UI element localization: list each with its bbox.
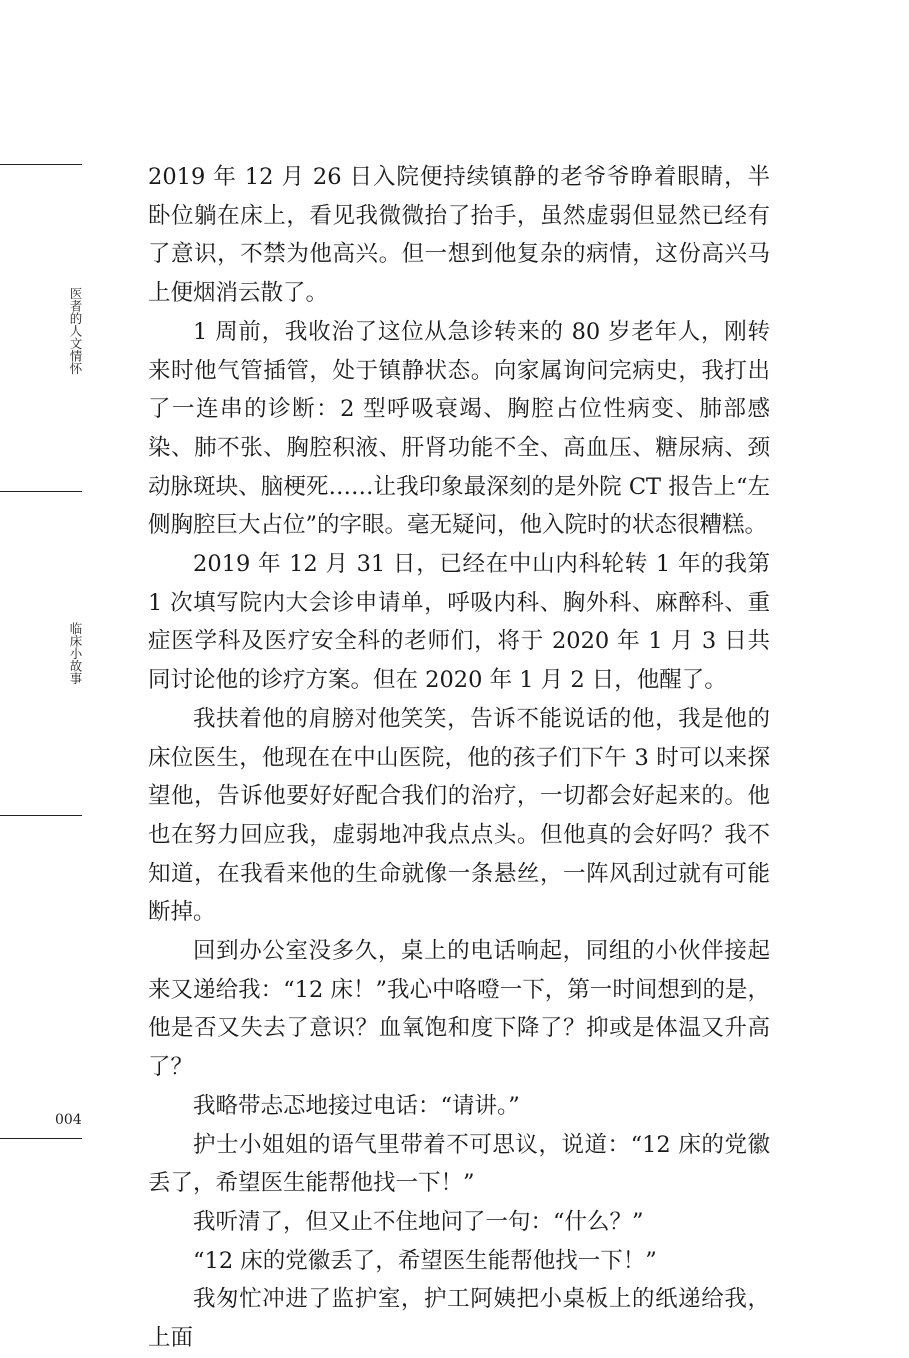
page-number: 004 [55, 1112, 82, 1128]
margin-rule-middle [0, 491, 82, 492]
margin-rule-bottom [0, 1138, 82, 1139]
paragraph: 我匆忙冲进了监护室，护工阿姨把小桌板上的纸递给我，上面 [148, 1286, 770, 1352]
paragraph: 1 周前，我收治了这位从急诊转来的 80 岁老年人，刚转来时他气管插管，处于镇静状态。向家属询问完病史，我打出了一连串的诊断：2 型呼吸衰竭、胸腔占位性病变、肺部感染、肺不张、胸腔积液、肝肾功能不全、高血压、糖尿病、颈动脉斑块、脑梗死……让我印象最深刻的是外院 CT 报告上“左侧胸腔巨大占位”的字眼。毫无疑问，他入院时的状态很糟糕。 [148, 318, 770, 539]
paragraph: 我扶着他的肩膀对他笑笑，告诉不能说话的他，我是他的床位医生，他现在在中山医院，他的孩子们下午 3 时可以来探望他，告诉他要好好配合我们的治疗，一切都会好起来的。他也在努力回应我，虚弱地冲我点点头。但他真的会好吗？我不知道，在我看来他的生命就像一条悬丝，一阵风刮过就有可能断掉。 [148, 705, 770, 926]
paragraph: 回到办公室没多久，桌上的电话响起，同组的小伙伴接起来又递给我：“12 床！”我心中咯噔一下，第一时间想到的是，他是否又失去了意识？血氧饱和度下降了？抑或是体温又升高了？ [148, 938, 770, 1081]
running-section-title: 临床小故事 [68, 622, 83, 685]
running-book-title: 医者的人文情怀 [68, 287, 83, 375]
margin-rule-top [0, 164, 82, 165]
paragraph: 2019 年 12 月 31 日，已经在中山内科轮转 1 年的我第 1 次填写院内大会诊申请单，呼吸内科、胸外科、麻醉科、重症医学科及医疗安全科的老师们，将于 2020 年 1 月 3 日共同讨论他的诊疗方案。但在 2020 年 1 月 2 日，他醒了。 [148, 551, 770, 694]
paragraph: 护士小姐姐的语气里带着不可思议，说道：“12 床的党徽丢了，希望医生能帮他找一下！” [148, 1131, 770, 1197]
paragraph: 我略带忐忑地接过电话：“请讲。” [193, 1092, 520, 1119]
article-body [148, 158, 770, 1358]
paragraph: 我听清了，但又止不住地问了一句：“什么？” [193, 1208, 644, 1235]
paragraph: 2019 年 12 月 26 日入院便持续镇静的老爷爷睁着眼睛，半卧位躺在床上，看见我微微抬了抬手，虽然虚弱但显然已经有了意识，不禁为他高兴。但一想到他复杂的病情，这份高兴马上便烟消云散了。 [148, 164, 770, 307]
margin-rule-lower [0, 815, 82, 816]
paragraph: “12 床的党徽丢了，希望医生能帮他找一下！” [193, 1247, 657, 1274]
